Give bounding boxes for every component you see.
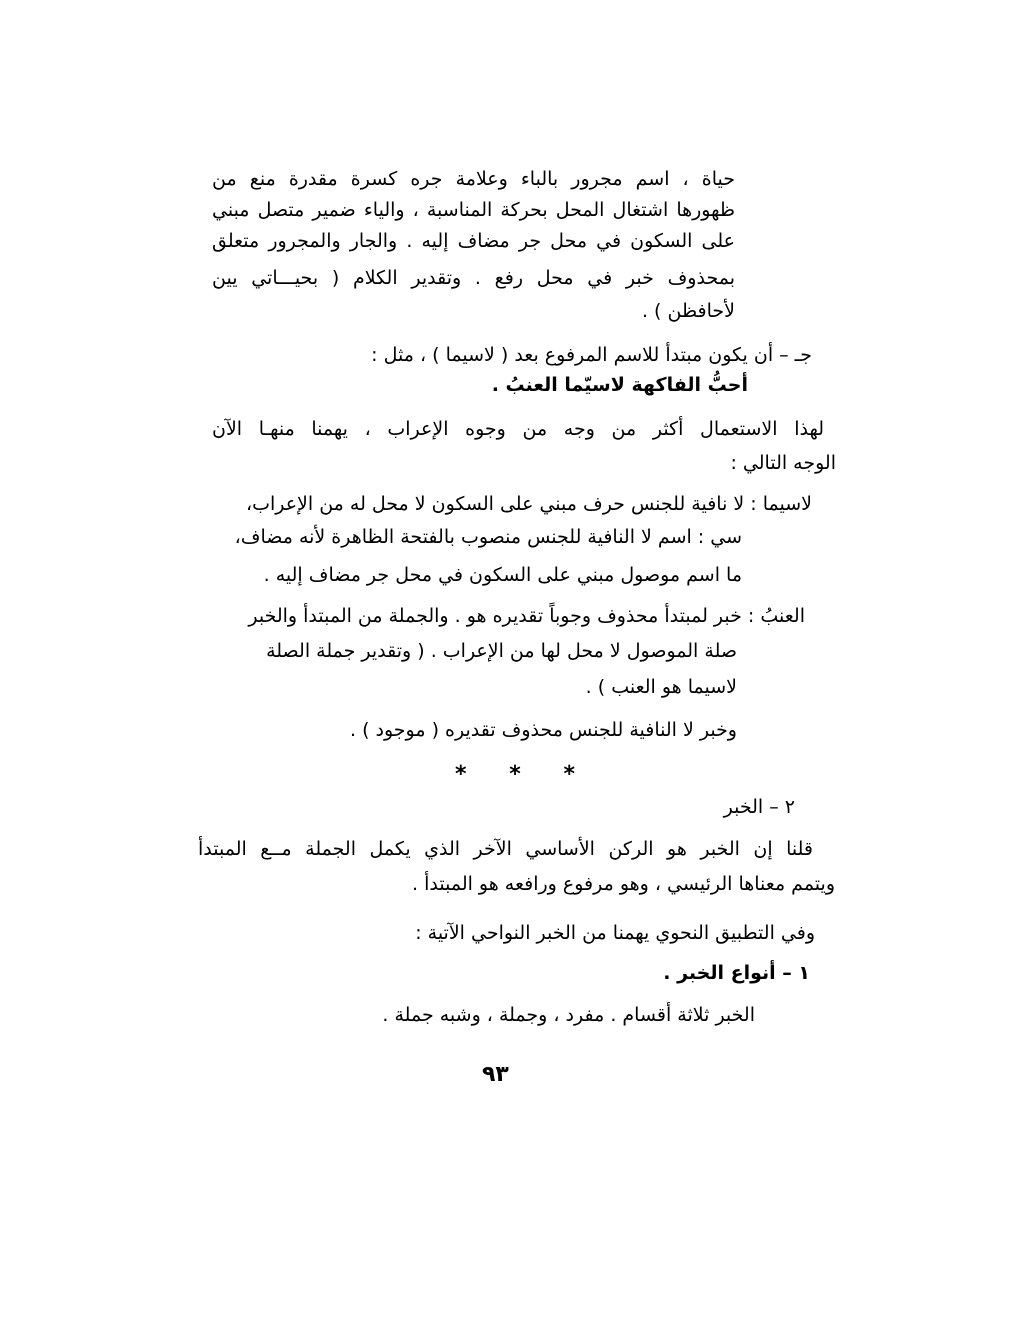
paragraph-2-line-1: لهذا الاستعمال أكثر من وجه من وجوه الإعراب ، يهمنا منهـا الآن — [212, 418, 824, 440]
paragraph-2-line-2: الوجه التالي : — [730, 452, 836, 474]
item-jim-line: جـ – أن يكون مبتدأ للاسم المرفوع بعد ( لاسيما ) ، مثل : — [371, 344, 812, 366]
paragraph-1-line-5: لأحافظن ) . — [641, 300, 735, 322]
page-number: ٩٣ — [482, 1062, 509, 1087]
parsing-anab-line-1: العنبُ : خبر لمبتدأ محذوف وجوباً تقديره هو . والجملة من المبتدأ والخبر — [248, 605, 805, 627]
parsing-lasiyyama-line-3: ما اسم موصول مبني على السكون في محل جر مضاف إليه . — [263, 564, 742, 586]
paragraph-1-line-3: على السكون في محل جر مضاف إليه . والجار والمجرور متعلق — [212, 230, 735, 252]
paragraph-3-line-1: قلنا إن الخبر هو الركن الأساسي الآخر الذي يكمل الجملة مــع المبتدأ — [198, 838, 813, 860]
parsing-anab-line-2: صلة الموصول لا محل لها من الإعراب . ( وتقدير جملة الصلة — [266, 640, 737, 662]
separator-star: * — [509, 762, 521, 787]
separator-star: * — [455, 762, 467, 787]
subheading: ١ – أنواع الخبر . — [663, 962, 810, 984]
paragraph-1-line-1: حياة ، اسم مجرور بالباء وعلامة جره كسرة مقدرة منع من — [212, 168, 735, 190]
paragraph-4: وفي التطبيق النحوي يهمنا من الخبر النواحي الآتية : — [415, 922, 815, 944]
parsing-lasiyyama-line-1: لاسيما : لا نافية للجنس حرف مبني على السكون لا محل له من الإعراب، — [245, 493, 812, 515]
paragraph-5: الخبر ثلاثة أقسام . مفرد ، وجملة ، وشبه جملة . — [382, 1004, 755, 1026]
parsing-lasiyyama-line-2: سي : اسم لا النافية للجنس منصوب بالفتحة الظاهرة لأنه مضاف، — [234, 526, 742, 548]
paragraph-3-line-2: ويتمم معناها الرئيسي ، وهو مرفوع ورافعه هو المبتدأ . — [412, 873, 835, 895]
paragraph-1-line-2: ظهورها اشتغال المحل بحركة المناسبة ، والياء ضمير متصل مبني — [212, 199, 735, 221]
item-jim-example: أحبُّ الفاكهة لاسيّما العنبُ . — [491, 374, 748, 396]
section-heading: ٢ – الخبر — [723, 796, 795, 818]
section-separator — [455, 762, 575, 787]
parsing-anab-line-3: لاسيما هو العنب ) . — [585, 676, 737, 698]
parsing-khabar-la-line: وخبر لا النافية للجنس محذوف تقديره ( موجود ) . — [350, 719, 737, 741]
separator-star: * — [563, 762, 575, 787]
paragraph-1-line-4: بمحذوف خبر في محل رفع . وتقدير الكلام ( بحيـــاتي يين — [212, 267, 735, 289]
